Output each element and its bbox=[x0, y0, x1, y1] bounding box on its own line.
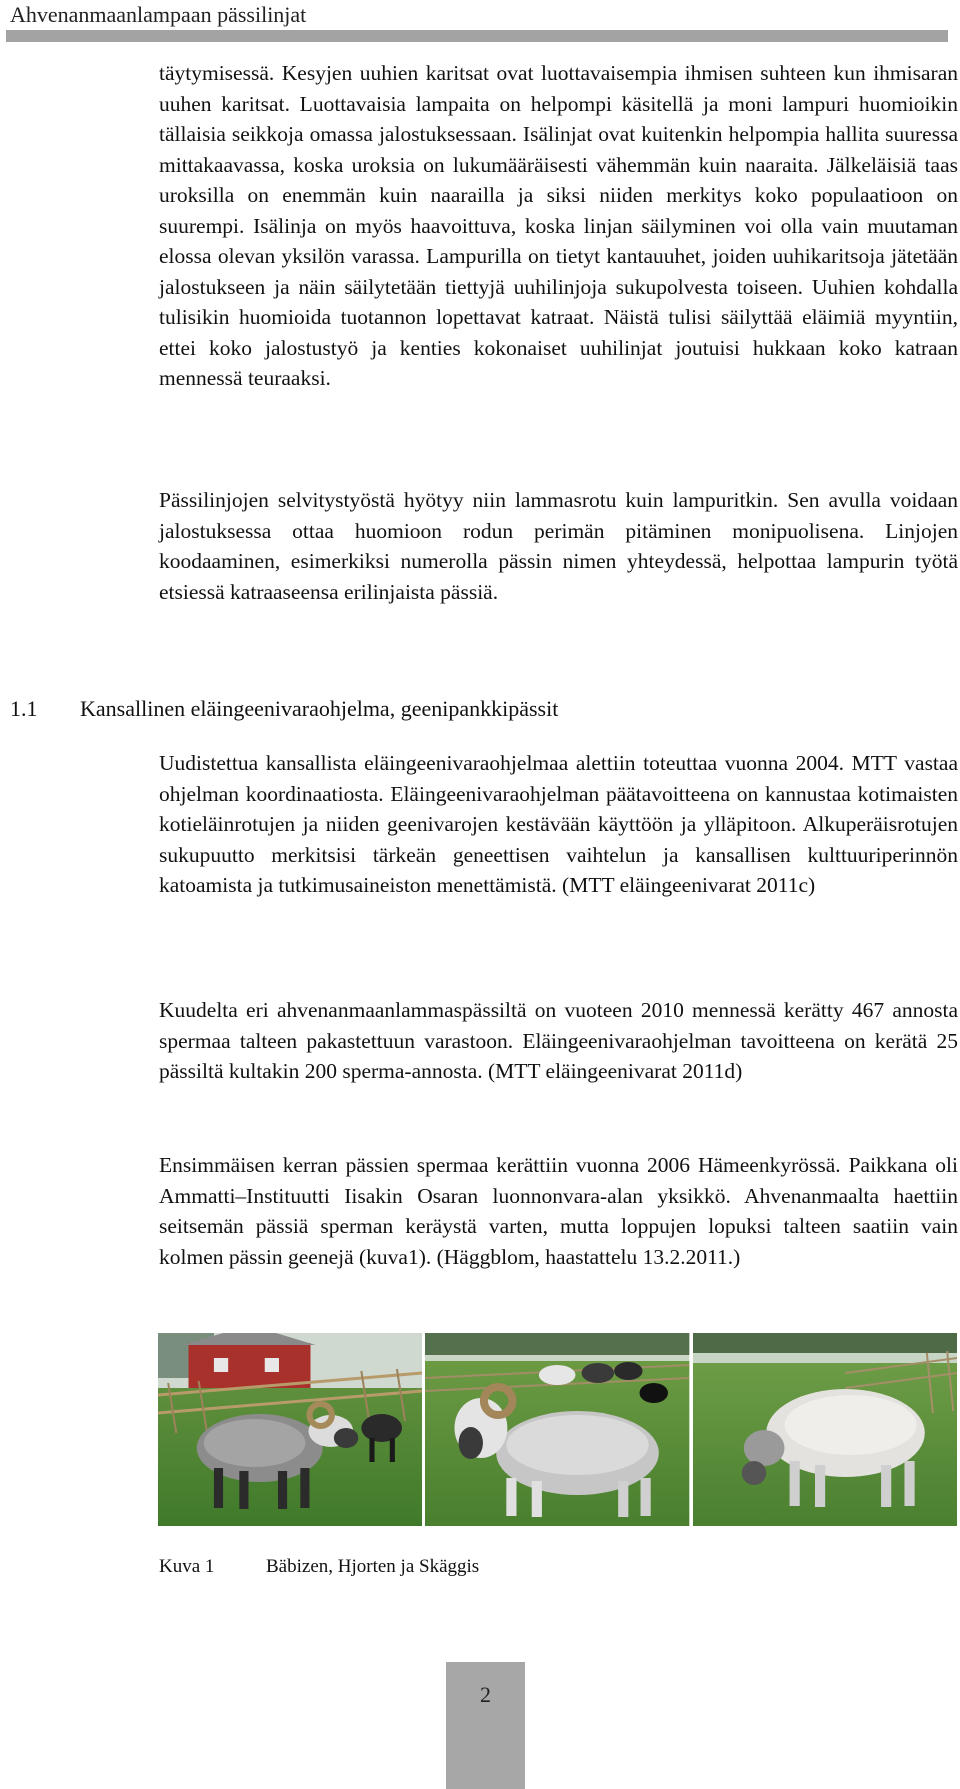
running-header: Ahvenanmaanlampaan pässilinjat bbox=[10, 2, 307, 27]
section-heading bbox=[10, 694, 558, 724]
photo-babizen bbox=[158, 1333, 422, 1526]
photo-skaggis bbox=[693, 1333, 957, 1526]
header-rule bbox=[6, 30, 948, 42]
paragraph-4: Kuudelta eri ahvenanmaanlammaspässiltä on vuoteen 2010 mennessä kerätty 467 annosta spermaa talteen pakastettuun varastoon. Eläingeenivaraohjelman tavoitteena on kerätä 25 pässiltä kultakin 200 sperma-annosta. (MTT eläingeenivarat 2011d) bbox=[159, 998, 958, 1083]
paragraph-2: Pässilinjojen selvitystyöstä hyötyy niin lammasrotu kuin lampuritkin. Sen avulla voidaan jalostuksessa ottaa huomioon rodun perimän pitäminen monipuolisena. Linjojen koodaaminen, esimerkiksi numerolla pässin nimen yhteydessä, helpottaa lampurin työtä etsiessä katraaseensa erilinjaista pässiä. bbox=[159, 488, 958, 604]
figure-photos bbox=[158, 1333, 957, 1526]
caption-label: Kuva 1 bbox=[159, 1556, 215, 1577]
paragraph-5: Ensimmäisen kerran pässien spermaa kerättiin vuonna 2006 Hämeenkyrössä. Paikkana oli Ammatti–Instituutti Iisakin Osaran luonnonvara-alan yksikkö. Ahvenanmaalta haettiin seitsemän pässiä sperman keräystä varten, mutta loppujen lopuksi talteen saatiin vain kolmen pässin geenejä (kuva1). (Häggblom, haastattelu 13.2.2011.) bbox=[159, 1153, 958, 1269]
section-title: Kansallinen eläingeenivaraohjelma, geenipankkipässit bbox=[80, 696, 559, 721]
section-number: 1.1 bbox=[10, 696, 38, 721]
paragraph-1: täytymisessä. Kesyjen uuhien karitsat ovat luottavaisempia ihmisen suhteen kun ihmisaran uuhen karitsat. Luottavaisia lampaita on helpompi käsitellä ja moni lampuri huomioikin tällaisia seikkoja omassa jalostuksessaan. Isälinjat ovat kuitenkin helpompia hallita suuressa mittakaavassa, koska uroksia on lukumääräisesti vähemmän kuin naaraita. Jälkeläisiä taas uroksilla on enemmän kuin naarailla ja siksi niiden merkitys koko populaatioon on suurempi. Isälinja on myös haavoittuva, koska linjan säilyminen voi olla vain muutaman elossa olevan yksilön varassa. Lampurilla on tietyt kantauuhet, joiden uuhikaritsoja jätetään jalostukseen ja näin säilytetään tiettyjä uuhilinjoja sukupolvesta toiseen. Uuhien kohdalla tulisikin huomioida tuotannon lopettavat katraat. Näistä tulisi säilyttää eläimiä myyntiin, ettei koko jalostustyö ja kenties kokonaiset uuhilinjat joutuisi hukkaan koko katraan mennessä teuraaksi. bbox=[159, 61, 958, 390]
paragraph-3: Uudistettua kansallista eläingeenivaraohjelmaa alettiin toteuttaa vuonna 2004. MTT vastaa ohjelman koordinaatiosta. Eläingeenivaraohjelman päätavoitteena on kannustaa kotimaisten kotieläinrotujen ja niiden geenivarojen kestävään käyttöön ja ylläpitoon. Alkuperäisrotujen sukupuutto merkitsisi tärkeän geneettisen vaihtelun ja kansallisen kulttuuriperinnön katoamista ja tutkimusaineiston menettämistä. (MTT eläingeenivarat 2011c) bbox=[159, 751, 958, 897]
caption-text: Bäbizen, Hjorten ja Skäggis bbox=[266, 1556, 480, 1577]
figure-caption bbox=[159, 1555, 479, 1579]
page-number-box bbox=[446, 1662, 525, 1789]
page-number: 2 bbox=[480, 1682, 491, 1707]
photo-hjorten bbox=[425, 1333, 689, 1526]
